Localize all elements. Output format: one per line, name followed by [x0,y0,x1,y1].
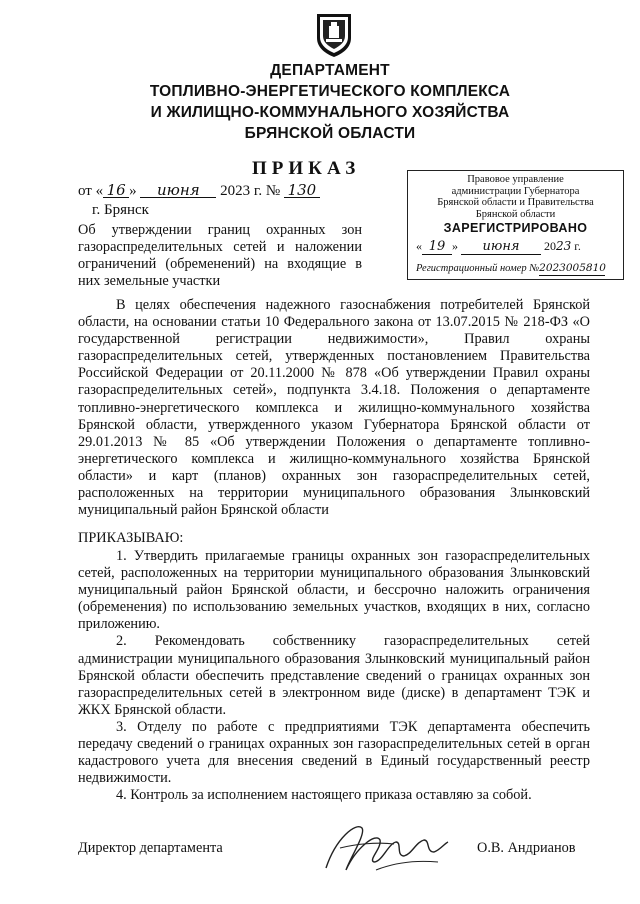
order-item-1: 1. Утвердить прилагаемые границы охранных зон газораспределительных сетей, расположенных на территории муниципального образования Злынковский муниципальный район Брянской области, и бессрочно наложить ограничения (обременения) по использованию земельных участков, входящих в них, согласно приложению. [78,548,590,633]
order-month: июня [140,183,216,198]
stamp-org-line-3: Брянской области и Правительства [437,197,594,208]
stamp-number-label: Регистрационный номер № [416,263,540,274]
order-day: 16 [103,183,129,198]
stamp-org-line-1: Правовое управление [467,174,564,185]
preamble-paragraph: В целях обеспечения надежного газоснабжения потребителей Брянской области, на основании статьи 10 Федерального закона от 13.07.2015 № 218-ФЗ «О государственной регистрации недвижимости», Правил охраны газораспределительных сетей, утвержденных постановлением Правительства Российской Федерации от 20.11.2000 № 878 «Об утверждении Правил охраны газораспределительных сетей», подпункта 3.4.18. Положения о департаменте топливно-энергетического комплекса и жилищно-коммунального хозяйства Брянской области, утвержденного указом Губернатора Брянской области от 29.01.2013 № 85 «Об утверждении Положения о департаменте топливно-энергетического комплекса и жилищно-коммунального хозяйства Брянской области» и карт (планов) охранных зон газораспределительных сетей, расположенных на территории муниципального образования Злынковский муниципальный район Брянской области [78,297,590,519]
stamp-month: июня [461,240,541,255]
order-title: ПРИКАЗ [252,158,361,179]
order-date-line: от « 16 » июня 2023 г. № 130 [78,183,320,200]
order-item-3: 3. Отделу по работе с предприятиями ТЭК департамента обеспечить передачу сведений о границах охранных зон газораспределительных сетей в орган кадастрового учета для внесения сведений в Единый государственный реестр недвижимости. [78,718,590,787]
order-items [78,548,590,804]
order-number-label: № [265,183,281,199]
stamp-day: 19 [422,240,452,255]
order-subject: Об утверждении границ охранных зон газораспределительных сетей и наложении ограничений (обременений) на входящие в них земельные участки [78,222,362,289]
department-line-4: БРЯНСКОЙ ОБЛАСТИ [244,125,416,142]
stamp-organization [414,174,617,220]
stamp-date: « 19 » июня 2023 г. [416,239,581,254]
stamp-org-line-4: Брянской области [475,208,556,220]
order-item-4: 4. Контроль за исполнением настоящего приказа оставляю за собой. [116,787,532,804]
order-item-2: 2. Рекомендовать собственнику газораспределительных сетей администрации муниципального образования Злынковский муниципальный район Брянской области обеспечить представление сведений о границах охранных зон газораспределительных сетей в электронном виде (диске) в департамент ТЭК и ЖКХ Брянской области. [78,633,590,718]
department-line-1: ДЕПАРТАМЕНТ [270,62,390,79]
stamp-year-suffix: 23 [556,239,572,253]
order-year: 2023 г. [220,183,263,199]
department-header [60,60,600,144]
signatory-position: Директор департамента [78,840,223,856]
coat-of-arms-emblem [314,12,354,58]
stamp-year-prefix: 20 [544,239,556,253]
stamp-year-unit: г. [574,239,581,253]
registration-stamp [407,170,624,280]
department-line-2: ТОПЛИВНО-ЭНЕРГЕТИЧЕСКОГО КОМПЛЕКСА [149,83,511,100]
stamp-org-line-2: администрации Губернатора [451,185,580,197]
stamp-registered: ЗАРЕГИСТРИРОВАНО [443,221,588,235]
signatory-name: О.В. Андрианов [477,840,576,856]
handwritten-signature [316,818,456,876]
department-line-3: И ЖИЛИЩНО-КОММУНАЛЬНОГО ХОЗЯЙСТВА [150,104,510,121]
from-label: от [78,183,92,199]
stamp-registration-number [416,261,605,276]
orders-label: ПРИКАЗЫВАЮ: [78,530,184,546]
stamp-number: 2023005810 [539,262,606,274]
order-city: г. Брянск [92,202,149,218]
order-number: 130 [284,183,320,198]
